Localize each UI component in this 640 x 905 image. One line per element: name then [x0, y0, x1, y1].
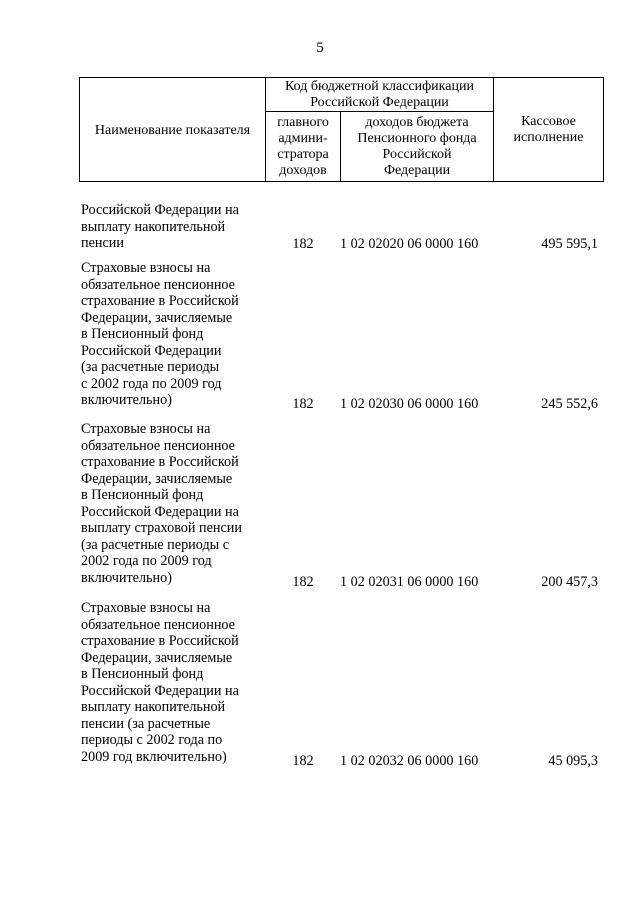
name-line: (за расчетные периоды: [81, 359, 220, 375]
row-budget-code: 1 02 02030 06 0000 160: [340, 395, 479, 412]
name-line: (за расчетные периоды с: [81, 536, 230, 553]
header-name-column: [80, 78, 266, 182]
header-kbk-group: [266, 78, 494, 112]
name-line: с 2002 года по 2009 год: [81, 375, 222, 392]
name-line: Федерации, зачисляемые: [81, 470, 233, 487]
row-amount: 245 552,6: [541, 395, 598, 412]
name-line: страхование в Российской: [81, 293, 239, 309]
name-line: страхование в Российской: [81, 454, 239, 470]
name-line: Российской Федерации на: [81, 503, 239, 520]
header-income-line: Российской: [382, 146, 452, 162]
row-indicator-name: [81, 600, 266, 765]
header-kbk-line: Российской Федерации: [310, 94, 449, 110]
header-execution-column: [494, 78, 604, 182]
header-admin-column: [266, 112, 341, 182]
name-line: выплату страховой пенсии: [81, 520, 242, 536]
header-income-line: Федерации: [383, 162, 451, 178]
table-row: [0, 260, 640, 412]
name-line: пенсии: [81, 235, 124, 251]
row-indicator-name: [81, 260, 266, 409]
row-amount: 45 095,3: [548, 752, 598, 769]
name-line: Российской Федерации на: [81, 202, 239, 218]
name-line: Страховые взносы на: [81, 600, 211, 616]
header-admin-line: стратора: [277, 146, 329, 162]
row-admin-code: 182: [292, 752, 314, 769]
page-number: 5: [316, 40, 324, 56]
header-admin-line: главного: [277, 114, 329, 130]
name-line: периоды с 2002 года по: [81, 732, 223, 748]
name-line: Российской Федерации: [81, 342, 222, 359]
name-line: включительно): [81, 569, 172, 586]
row-budget-code: 1 02 02031 06 0000 160: [340, 573, 479, 590]
table-header: [79, 77, 604, 182]
row-admin-code: 182: [292, 235, 314, 252]
name-line: включительно): [81, 392, 172, 408]
name-line: выплату накопительной: [81, 218, 226, 235]
name-line: в Пенсионный фонд: [81, 666, 204, 682]
name-line: пенсии (за расчетные: [81, 715, 211, 732]
header-income-line: доходов бюджета: [365, 114, 469, 130]
name-line: обязательное пенсионное: [81, 276, 235, 293]
header-income-line: Пенсионного фонда: [357, 130, 477, 146]
name-line: 2009 год включительно): [81, 748, 227, 765]
name-line: Федерации, зачисляемые: [81, 309, 233, 326]
row-budget-code: 1 02 02032 06 0000 160: [340, 752, 479, 769]
name-line: в Пенсионный фонд: [81, 326, 204, 342]
row-admin-code: 182: [292, 573, 314, 590]
name-line: Российской Федерации на: [81, 682, 239, 699]
header-execution-line: исполнение: [513, 129, 584, 145]
header-name-label: Наименование показателя: [94, 122, 251, 138]
name-line: в Пенсионный фонд: [81, 487, 204, 503]
row-amount: 495 595,1: [541, 235, 598, 252]
row-budget-code: 1 02 02020 06 0000 160: [340, 235, 479, 252]
name-line: обязательное пенсионное: [81, 437, 235, 454]
name-line: 2002 года по 2009 год: [81, 553, 212, 569]
table-row: [0, 421, 640, 590]
row-amount: 200 457,3: [541, 573, 598, 590]
name-line: страхование в Российской: [81, 633, 239, 649]
name-line: Страховые взносы на: [81, 260, 211, 276]
table-row: [0, 600, 640, 769]
table-row: [0, 202, 640, 252]
name-line: Страховые взносы на: [81, 421, 211, 437]
row-admin-code: 182: [292, 395, 314, 412]
header-admin-line: доходов: [279, 162, 327, 178]
row-indicator-name: [81, 421, 266, 586]
name-line: выплату накопительной: [81, 699, 226, 715]
header-admin-line: админи-: [278, 130, 328, 146]
name-line: Федерации, зачисляемые: [81, 649, 233, 666]
header-income-column: [341, 112, 494, 182]
row-indicator-name: [81, 202, 266, 252]
header-execution-line: Кассовое: [521, 113, 576, 129]
header-kbk-line: Код бюджетной классификации: [285, 78, 474, 94]
name-line: обязательное пенсионное: [81, 616, 235, 633]
